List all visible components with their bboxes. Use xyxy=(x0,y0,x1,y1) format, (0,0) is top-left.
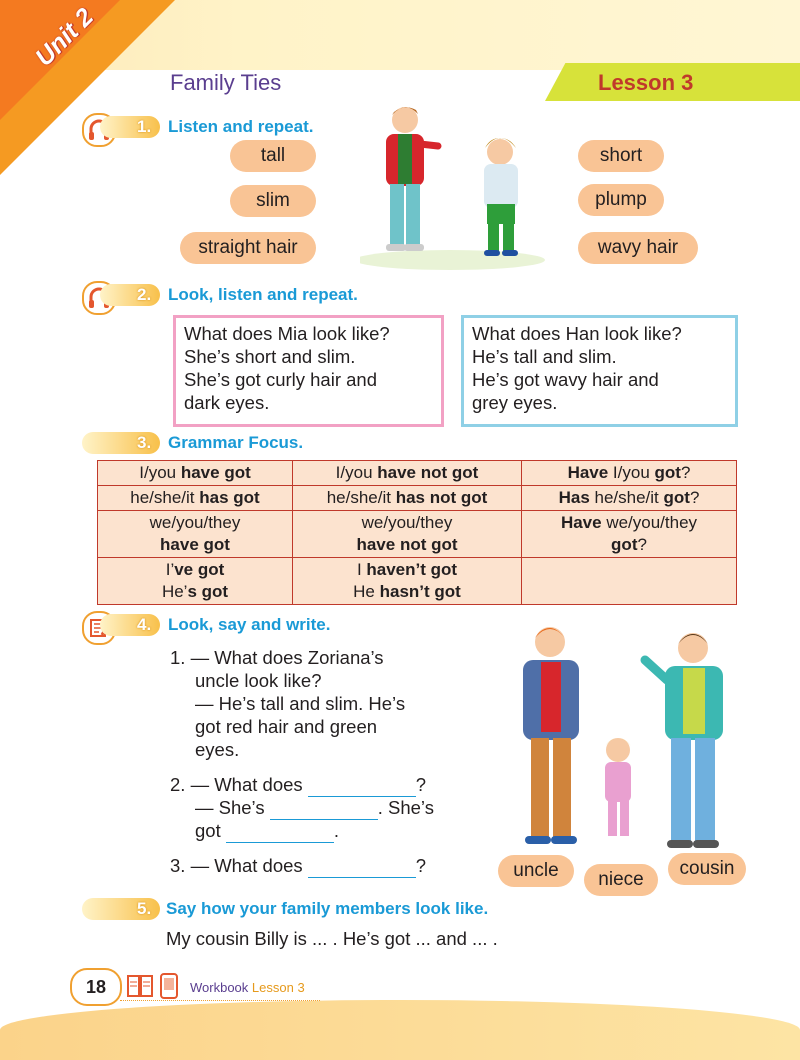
answer-blank[interactable] xyxy=(226,819,334,843)
word-pill: slim xyxy=(230,185,316,217)
dialogue-line: He’s got wavy hair and xyxy=(472,369,659,390)
table-row xyxy=(98,486,737,511)
dialogue-line: What does Mia look like? xyxy=(184,323,390,344)
ex4-question-1 xyxy=(170,646,384,669)
question-number: 1. xyxy=(170,647,186,668)
question-line: got red hair and green xyxy=(195,716,378,737)
footer-divider xyxy=(120,1000,320,1001)
question-line: — He’s tall and slim. He’s xyxy=(195,693,406,714)
ex5-number: 5. xyxy=(137,899,152,918)
question-line: — What does Zoriana’s xyxy=(190,647,384,668)
page-number: 18 xyxy=(70,968,122,1006)
grammar-table xyxy=(97,460,737,605)
dialogue-line: She’s got curly hair and xyxy=(184,369,377,390)
ex3-number: 3. xyxy=(137,433,152,452)
table-cell: Have I/you got? xyxy=(522,461,737,486)
han-dialogue-box xyxy=(461,315,738,427)
ex1-title: Listen and repeat. xyxy=(168,117,314,136)
dialogue-line: What does Han look like? xyxy=(472,323,682,344)
ex2-number: 2. xyxy=(137,285,152,304)
ex1-number: 1. xyxy=(137,117,152,136)
dialogue-line: He’s tall and slim. xyxy=(472,346,617,367)
question-line: uncle look like? xyxy=(195,670,322,691)
table-row xyxy=(98,511,737,558)
ex4-question-2: 2. — What does ? xyxy=(170,774,427,795)
table-cell xyxy=(522,558,737,605)
answer-blank[interactable] xyxy=(308,854,416,878)
word-pill: tall xyxy=(230,140,316,172)
lesson-label: Lesson 3 xyxy=(598,70,694,95)
question-line: got . xyxy=(195,820,339,841)
table-cell: I’ve got He’s got xyxy=(98,558,293,605)
table-cell: he/she/it has got xyxy=(98,486,293,511)
label-pill: cousin xyxy=(668,853,746,885)
table-cell: he/she/it has not got xyxy=(293,486,522,511)
dialogue-line: dark eyes. xyxy=(184,392,270,413)
dialogue-line: She’s short and slim. xyxy=(184,346,356,367)
label-pill: uncle xyxy=(498,855,574,887)
ex4-title: Look, say and write. xyxy=(168,615,331,634)
ex2-title: Look, listen and repeat. xyxy=(168,285,358,304)
table-cell: we/you/they have got xyxy=(98,511,293,558)
question-line: — She’s . She’s xyxy=(195,797,434,818)
footer-band xyxy=(0,1000,800,1060)
table-row xyxy=(98,558,737,605)
label-pill: niece xyxy=(584,864,658,896)
table-cell: I haven’t got He hasn’t got xyxy=(293,558,522,605)
mia-dialogue-box xyxy=(173,315,444,427)
question-number: 3. xyxy=(170,855,186,876)
table-cell: I/you have not got xyxy=(293,461,522,486)
family-illustration xyxy=(505,620,750,860)
question-line: eyes. xyxy=(195,739,240,760)
page-title: Family Ties xyxy=(170,70,282,95)
table-row xyxy=(98,461,737,486)
table-cell: we/you/they have not got xyxy=(293,511,522,558)
ex5-title: Say how your family members look like. xyxy=(166,899,489,918)
table-cell: I/you have got xyxy=(98,461,293,486)
workbook-reference: Workbook Lesson 3 xyxy=(190,980,305,995)
answer-blank[interactable] xyxy=(308,773,416,797)
word-pill: straight hair xyxy=(180,232,316,264)
word-pill: plump xyxy=(578,184,664,216)
ex4-question-3: 3. — What does ? xyxy=(170,855,427,876)
table-cell: Have we/you/they got? xyxy=(522,511,737,558)
ex3-title: Grammar Focus. xyxy=(168,433,304,452)
ex5-text: My cousin Billy is ... . He’s got ... and ... . xyxy=(166,928,498,949)
unit-label: Unit 2 xyxy=(30,2,99,72)
answer-blank[interactable] xyxy=(270,796,378,820)
word-pill: short xyxy=(578,140,664,172)
dialogue-line: grey eyes. xyxy=(472,392,558,413)
question-number: 2. xyxy=(170,774,186,795)
word-pill: wavy hair xyxy=(578,232,698,264)
children-illustration xyxy=(360,100,560,270)
ex4-number: 4. xyxy=(137,615,152,634)
table-cell: Has he/she/it got? xyxy=(522,486,737,511)
